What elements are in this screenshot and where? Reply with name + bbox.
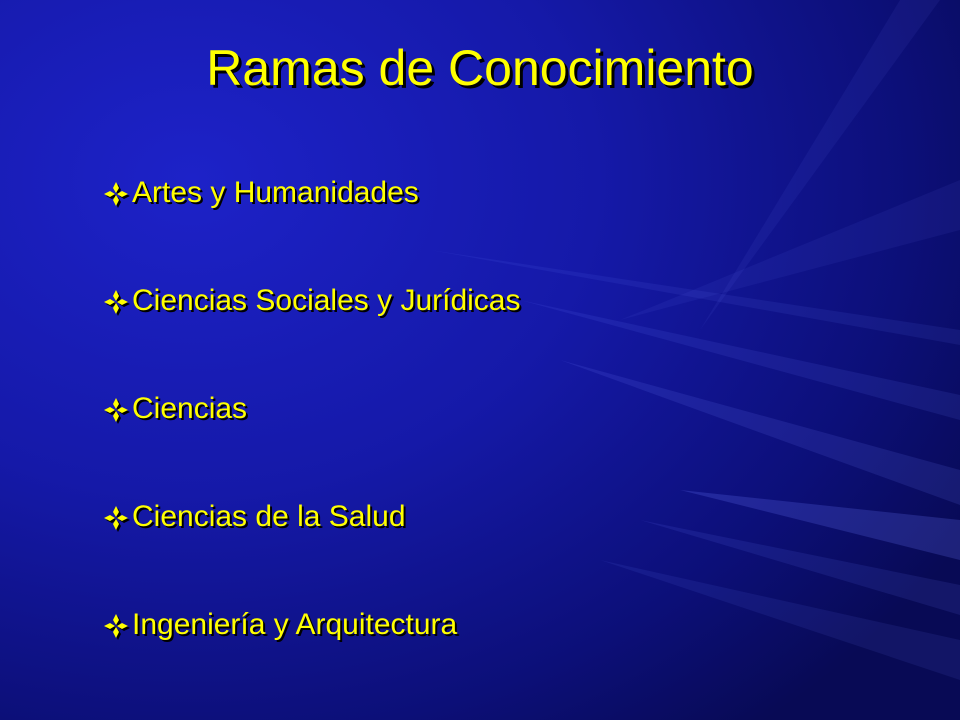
- list-item-ingenieria: [104, 600, 521, 708]
- list-item-ciencias: [104, 384, 521, 492]
- diamond-bullet-icon: [104, 168, 130, 218]
- list-item-label: Ciencias: [132, 392, 248, 425]
- list-item-artes: [104, 168, 521, 276]
- diamond-bullet-icon: [104, 384, 130, 434]
- list-item-ciencias-salud: [104, 492, 521, 600]
- list-item-label: Artes y Humanidades: [132, 176, 419, 209]
- list-item-label: Ingeniería y Arquitectura: [132, 608, 458, 641]
- list-item-label: Ciencias de la Salud: [132, 500, 406, 533]
- slide-title: Ramas de Conocimiento: [206, 40, 754, 96]
- list-item-ciencias-sociales: [104, 276, 521, 384]
- diamond-bullet-icon: [104, 276, 130, 326]
- bullet-list: [104, 168, 521, 708]
- list-item-label: Ciencias Sociales y Jurídicas: [132, 284, 521, 317]
- diamond-bullet-icon: [104, 492, 130, 542]
- diamond-bullet-icon: [104, 600, 130, 650]
